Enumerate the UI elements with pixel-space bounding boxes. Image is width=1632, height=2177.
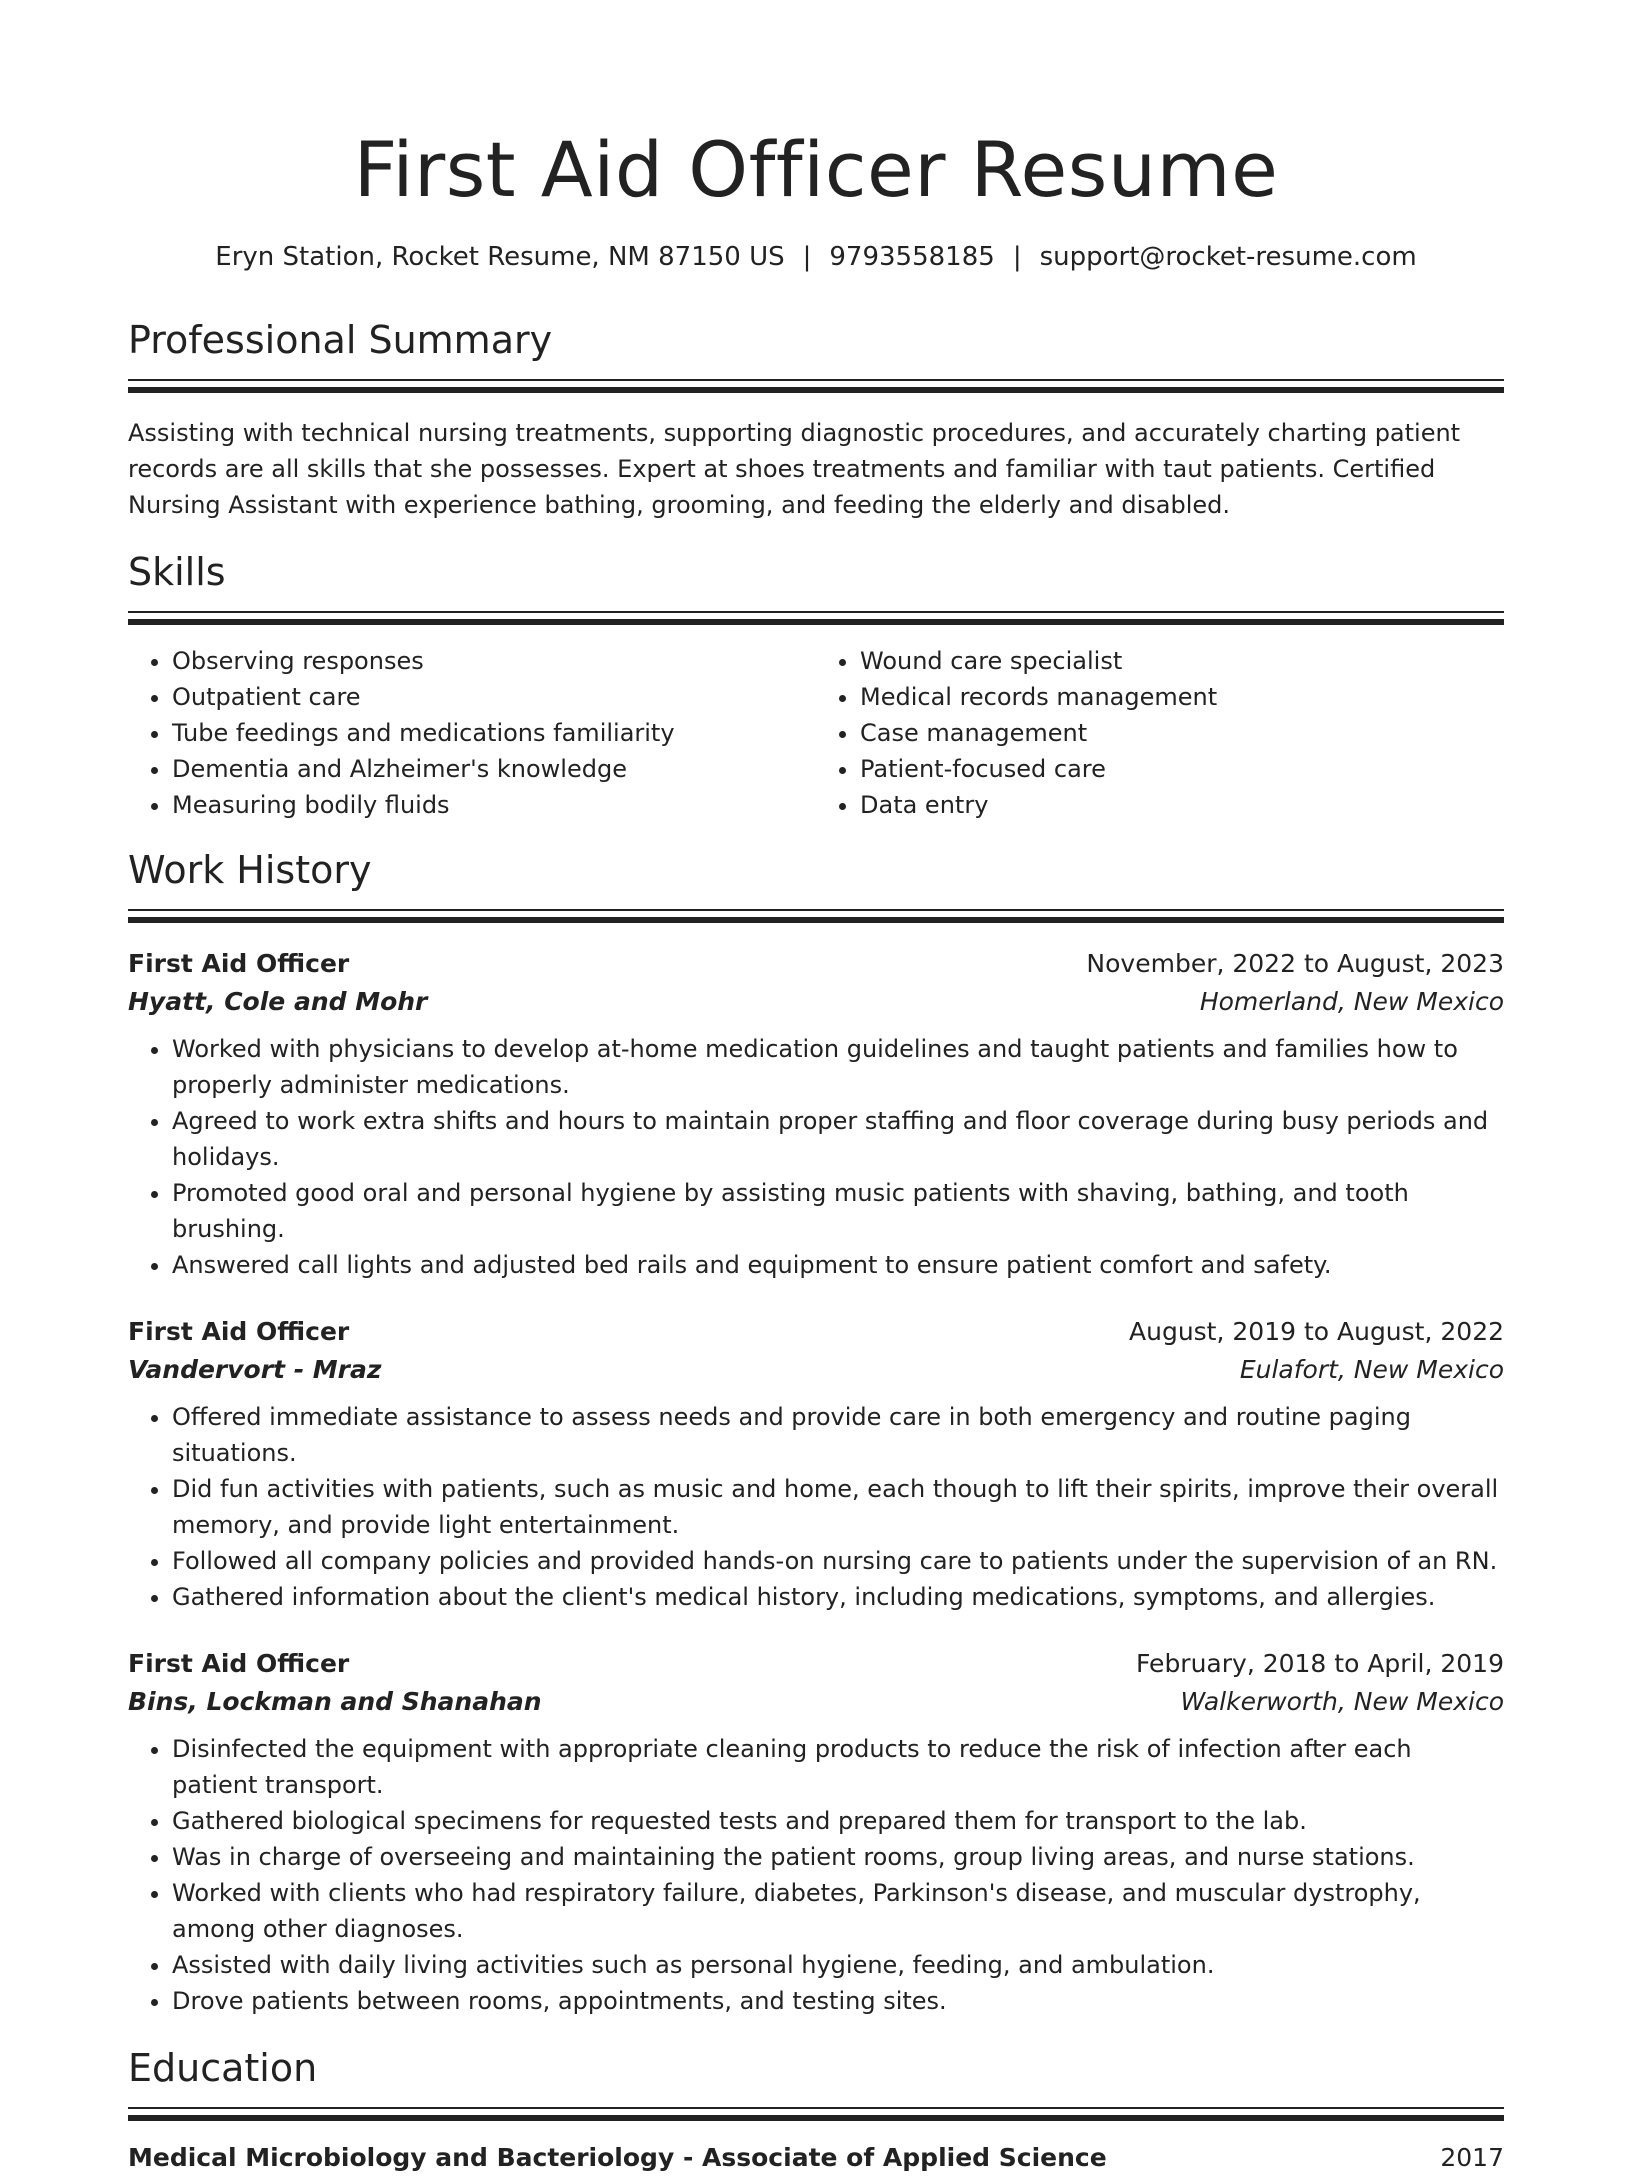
job-entry [128,945,1504,1283]
job-bullets [128,1399,1504,1615]
job-subheader [128,983,1504,1021]
job-bullet: • Did fun activities with patients, such as music and home, each though to lift their spirits, improve their overall memory, and provide light entertainment. [172,1471,1504,1543]
job-company: Bins, Lockman and Shanahan [128,1687,542,1717]
job-bullet: • Gathered information about the client's medical history, including medications, symptoms, and allergies. [172,1579,1504,1615]
education-year: 2017 [1440,2143,1504,2173]
summary-text: Assisting with technical nursing treatments, supporting diagnostic procedures, and accurately charting patient records are all skills that she possesses. Expert at shoes treatments and familiar with taut patients. Certified Nursing Assistant with experience bathing, grooming, and feeding the elderly and disabled. [128,419,1461,520]
job-bullet: • Promoted good oral and personal hygiene by assisting music patients with shaving, bathing, and tooth brushing. [172,1175,1504,1247]
job-bullet: • Answered call lights and adjusted bed rails and equipment to ensure patient comfort and safety. [172,1247,1504,1283]
job-header [128,945,1504,983]
summary-heading: Professional Summary [128,318,553,363]
skills-list-left [128,643,816,823]
skills-list-right [816,643,1504,823]
section-divider [128,611,1504,625]
job-location: Eulafort, New Mexico [1239,1355,1504,1385]
skill-item: • Patient-focused care [860,751,1504,787]
job-bullet: • Drove patients between rooms, appointments, and testing sites. [172,1983,1504,2019]
job-bullet: • Disinfected the equipment with appropriate cleaning products to reduce the risk of infection after each patient transport. [172,1731,1504,1803]
job-dates: November, 2022 to August, 2023 [1086,949,1504,979]
job-location: Walkerworth, New Mexico [1180,1687,1504,1717]
job-dates: August, 2019 to August, 2022 [1129,1317,1504,1347]
job-bullet: • Worked with physicians to develop at-home medication guidelines and taught patients and families how to properly administer medications. [172,1031,1504,1103]
skill-item: • Tube feedings and medications familiarity [172,715,816,751]
education-degree: Medical Microbiology and Bacteriology - Associate of Applied Science [128,2143,1107,2173]
job-subheader [128,1351,1504,1389]
contact-email[interactable]: support@rocket-resume.com [1039,242,1417,272]
education-entry [128,2139,1504,2177]
job-dates: February, 2018 to April, 2019 [1136,1649,1504,1679]
job-entry [128,1645,1504,2019]
job-bullet: • Gathered biological specimens for requested tests and prepared them for transport to the lab. [172,1803,1504,1839]
skills-heading: Skills [128,550,226,595]
work-history-heading: Work History [128,848,372,893]
skills-columns [128,643,1504,823]
job-bullet: • Assisted with daily living activities such as personal hygiene, feeding, and ambulation. [172,1947,1504,1983]
skill-item: • Measuring bodily fluids [172,787,816,823]
contact-separator: | [1012,242,1022,272]
job-company: Hyatt, Cole and Mohr [128,987,428,1017]
job-subheader [128,1683,1504,1721]
job-title: First Aid Officer [128,1649,350,1679]
job-title: First Aid Officer [128,1317,350,1347]
summary-section [128,318,1504,523]
job-bullet: • Was in charge of overseeing and maintaining the patient rooms, group living areas, and nurse stations. [172,1839,1504,1875]
contact-line [128,242,1504,273]
contact-separator: | [802,242,812,272]
job-header [128,1645,1504,1683]
skill-item: • Observing responses [172,643,816,679]
job-bullet: • Agreed to work extra shifts and hours to maintain proper staffing and floor coverage during busy periods and holidays. [172,1103,1504,1175]
job-bullet: • Offered immediate assistance to assess needs and provide care in both emergency and routine paging situations. [172,1399,1504,1471]
job-company: Vandervort - Mraz [128,1355,382,1385]
skill-item: • Case management [860,715,1504,751]
contact-address: Eryn Station, Rocket Resume, NM 87150 US [215,242,785,272]
education-section [128,2046,1504,2177]
job-bullet: • Followed all company policies and provided hands-on nursing care to patients under the supervision of an RN. [172,1543,1504,1579]
section-divider [128,379,1504,393]
skill-item: • Medical records management [860,679,1504,715]
job-bullet: • Worked with clients who had respiratory failure, diabetes, Parkinson's disease, and muscular dystrophy, among other diagnoses. [172,1875,1504,1947]
job-bullets [128,1731,1504,2019]
skill-item: • Dementia and Alzheimer's knowledge [172,751,816,787]
job-location: Homerland, New Mexico [1199,987,1504,1017]
job-entry [128,1313,1504,1615]
skill-item: • Data entry [860,787,1504,823]
work-history-section [128,848,1504,2019]
contact-phone: 9793558185 [829,242,995,272]
skills-section [128,550,1504,823]
section-divider [128,909,1504,923]
skill-item: • Outpatient care [172,679,816,715]
page-title: First Aid Officer Resume [353,125,1279,214]
education-heading: Education [128,2046,318,2091]
job-header [128,1313,1504,1351]
job-title: First Aid Officer [128,949,350,979]
skill-item: • Wound care specialist [860,643,1504,679]
job-bullets [128,1031,1504,1283]
section-divider [128,2107,1504,2121]
